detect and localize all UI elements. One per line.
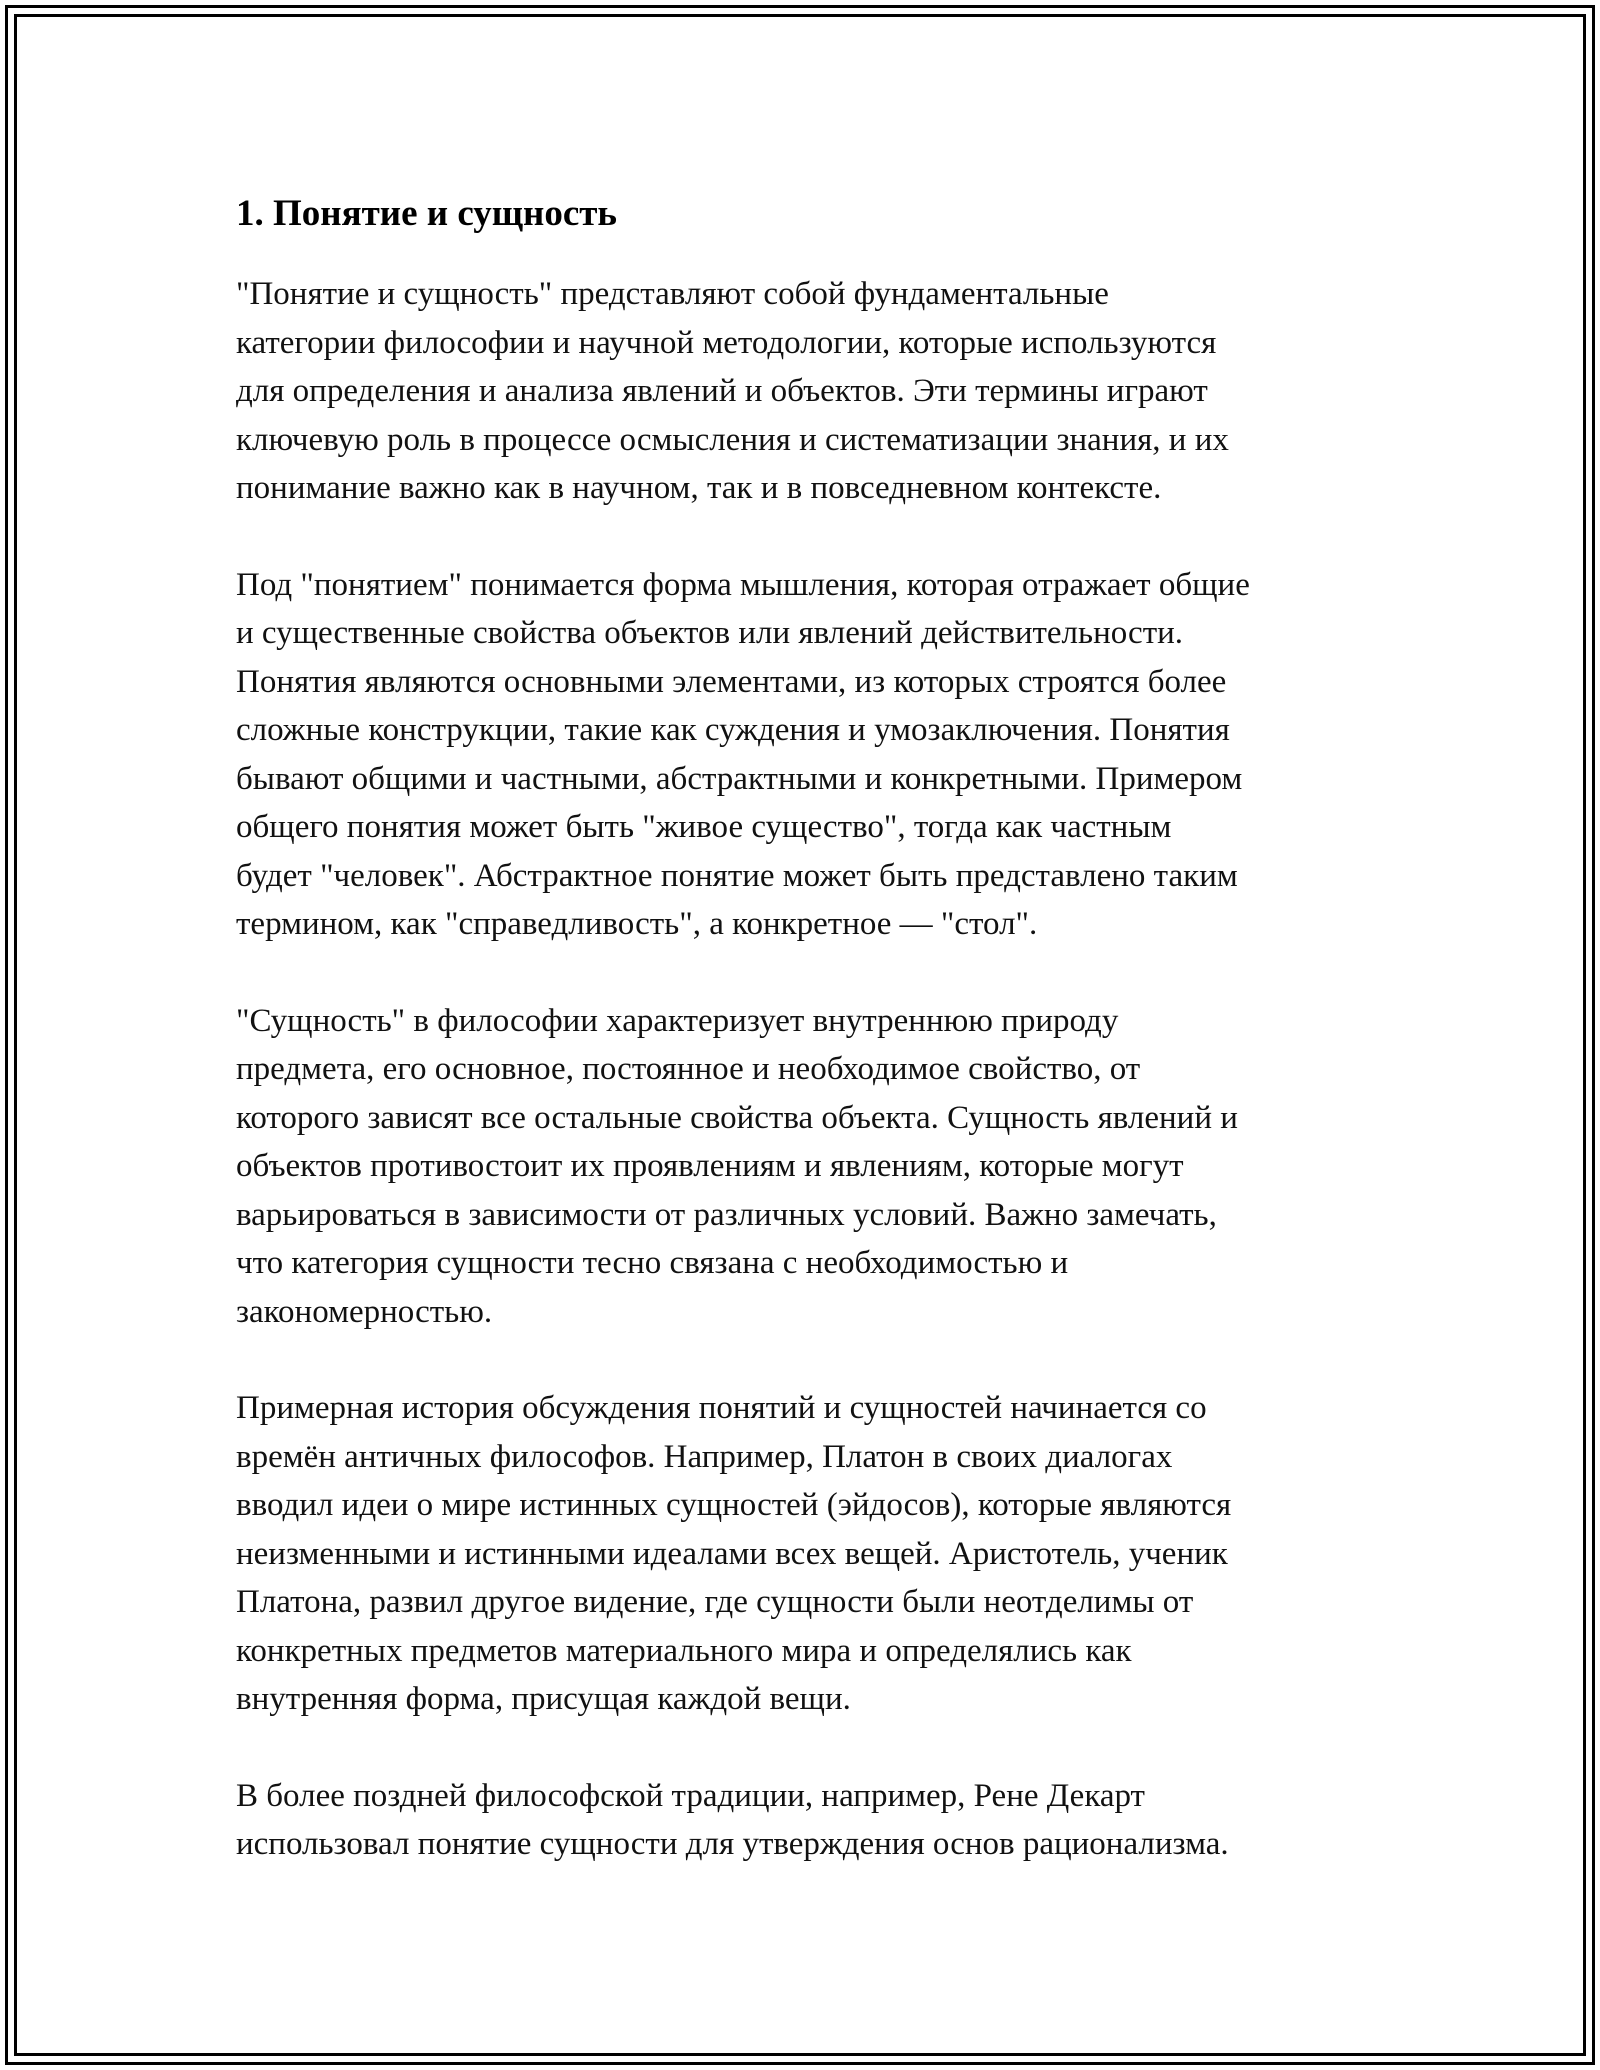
text-line: вводил идеи о мире истинных сущностей (эйдосов), которые являются xyxy=(236,1487,1232,1523)
text-line: которого зависят все остальные свойства объекта. Сущность явлений и xyxy=(236,1099,1238,1136)
text-line: и существенные свойства объектов или явлений действительности. xyxy=(236,615,1184,651)
paragraph-essence xyxy=(236,997,1386,1337)
text-line: ключевую роль в процессе осмысления и систематизации знания, и их xyxy=(236,421,1229,458)
text-line: для определения и анализа явлений и объектов. Эти термины играют xyxy=(236,373,1208,409)
section-heading: 1. Понятие и сущность xyxy=(236,193,618,234)
paragraph-descartes xyxy=(236,1772,1386,1869)
text-line: общего понятия может быть "живое существо", тогда как частным xyxy=(236,809,1172,845)
text-line: конкретных предметов материального мира и определялись как xyxy=(236,1632,1132,1669)
paragraph-history xyxy=(236,1384,1386,1724)
text-line: Платона, развил другое видение, где сущности были неотделимы от xyxy=(236,1584,1194,1620)
paragraph-intro xyxy=(236,270,1386,513)
text-line: понимание важно как в научном, так и в повседневном контексте. xyxy=(236,470,1162,506)
text-line: закономерностью. xyxy=(236,1293,493,1330)
text-line: Примерная история обсуждения понятий и сущностей начинается со xyxy=(236,1390,1207,1426)
text-line: что категория сущности тесно связана с необходимостью и xyxy=(236,1245,1069,1281)
text-line: объектов противостоит их проявлениям и явлениям, которые могут xyxy=(236,1148,1184,1184)
text-line: будет "человек". Абстрактное понятие может быть представлено таким xyxy=(236,857,1238,894)
text-line: "Сущность" в философии характеризует внутреннюю природу xyxy=(236,1002,1119,1039)
text-line: "Понятие и сущность" представляют собой фундаментальные xyxy=(236,276,1109,312)
text-line: варьироваться в зависимости от различных условий. Важно замечать, xyxy=(236,1196,1217,1233)
document-body xyxy=(236,186,1386,1917)
text-line: Понятия являются основными элементами, из которых строятся более xyxy=(236,663,1227,700)
text-line: категории философии и научной методологии, которые используются xyxy=(236,324,1217,361)
text-line: бывают общими и частными, абстрактными и конкретными. Примером xyxy=(236,760,1243,797)
text-line: времён античных философов. Например, Платон в своих диалогах xyxy=(236,1438,1173,1475)
text-line: предмета, его основное, постоянное и необходимое свойство, от xyxy=(236,1051,1141,1087)
text-line: сложные конструкции, такие как суждения и умозаключения. Понятия xyxy=(236,712,1230,748)
text-line: использовал понятие сущности для утверждения основ рационализма. xyxy=(236,1826,1229,1862)
text-line: В более поздней философской традиции, например, Рене Декарт xyxy=(236,1777,1145,1814)
text-line: неизменными и истинными идеалами всех вещей. Аристотель, ученик xyxy=(236,1535,1228,1572)
text-line: Под "понятием" понимается форма мышления, которая отражает общие xyxy=(236,566,1250,603)
text-line: внутренняя форма, присущая каждой вещи. xyxy=(236,1681,851,1717)
paragraph-concept xyxy=(236,561,1386,949)
text-line: термином, как "справедливость", а конкретное — "стол". xyxy=(236,906,1038,942)
